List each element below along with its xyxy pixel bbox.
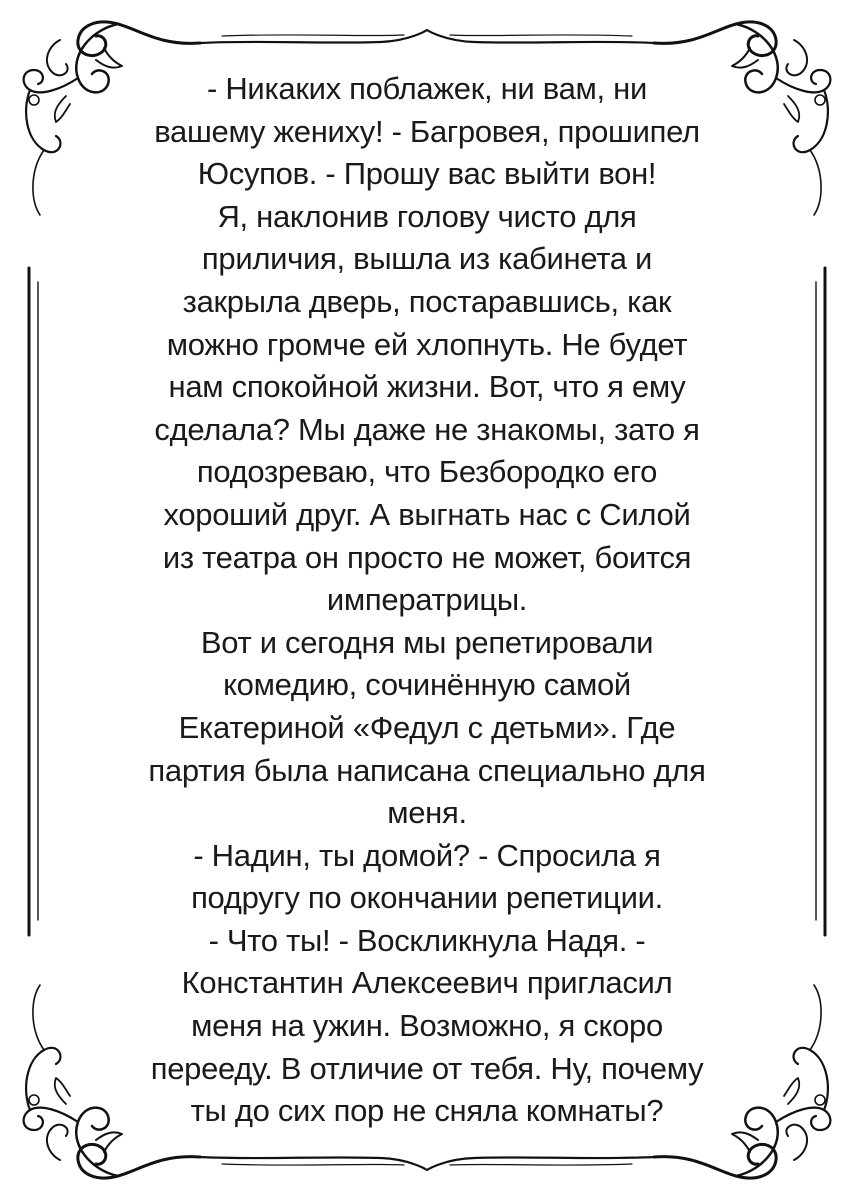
text-line: императрицы. — [326, 582, 528, 618]
text-line: хороший друг. А выгнать нас с Силой — [163, 496, 691, 532]
bottom-border-ornament — [200, 1157, 654, 1170]
text-line: Вот и сегодня мы репетировали — [200, 624, 654, 660]
text-line: - Что ты! - Воскликнула Надя. - — [208, 922, 646, 958]
text-line: комедию, сочинённую самой — [223, 667, 631, 703]
text-line: - Надин, ты домой? - Спросила я — [193, 837, 661, 873]
text-line: из театра он просто не может, боится — [162, 539, 692, 575]
text-line: приличия, вышла из кабинета и — [201, 241, 653, 277]
text-line: ты до сих пор не сняла комнаты? — [190, 1093, 664, 1129]
text-line: - Никаких поблажек, ни вам, ни — [207, 71, 647, 106]
story-text — [80, 68, 774, 1133]
text-line: меня на ужин. Возможно, я скоро — [191, 1008, 663, 1044]
text-line: перееду. В отличие от тебя. Ну, почему — [150, 1050, 704, 1086]
text-line: Юсупов. - Прошу вас выйти вон! — [197, 156, 657, 192]
text-line: меня. — [387, 795, 467, 831]
left-border-lines — [29, 268, 38, 935]
top-border-ornament — [200, 30, 654, 43]
text-line: сделала? Мы даже не знакомы, зато я — [154, 411, 700, 447]
text-line: партия была написана специально для — [148, 752, 706, 788]
text-line: подозреваю, что Безбородко его — [196, 454, 658, 490]
right-border-lines — [816, 268, 825, 935]
text-line: подругу по окончании репетиции. — [191, 880, 663, 916]
text-line: вашему жениху! - Багровея, прошипел — [154, 113, 700, 149]
text-line: нам спокойной жизни. Вот, что я ему — [168, 369, 686, 405]
text-line: Константин Алексеевич пригласил — [181, 965, 673, 1001]
text-line: Екатериной «Федул с детьми». Где — [178, 709, 676, 745]
text-line: закрыла дверь, постаравшись, как — [182, 283, 672, 319]
text-line: можно громче ей хлопнуть. Не будет — [166, 326, 688, 362]
text-line: Я, наклонив голову чисто для — [217, 198, 637, 234]
